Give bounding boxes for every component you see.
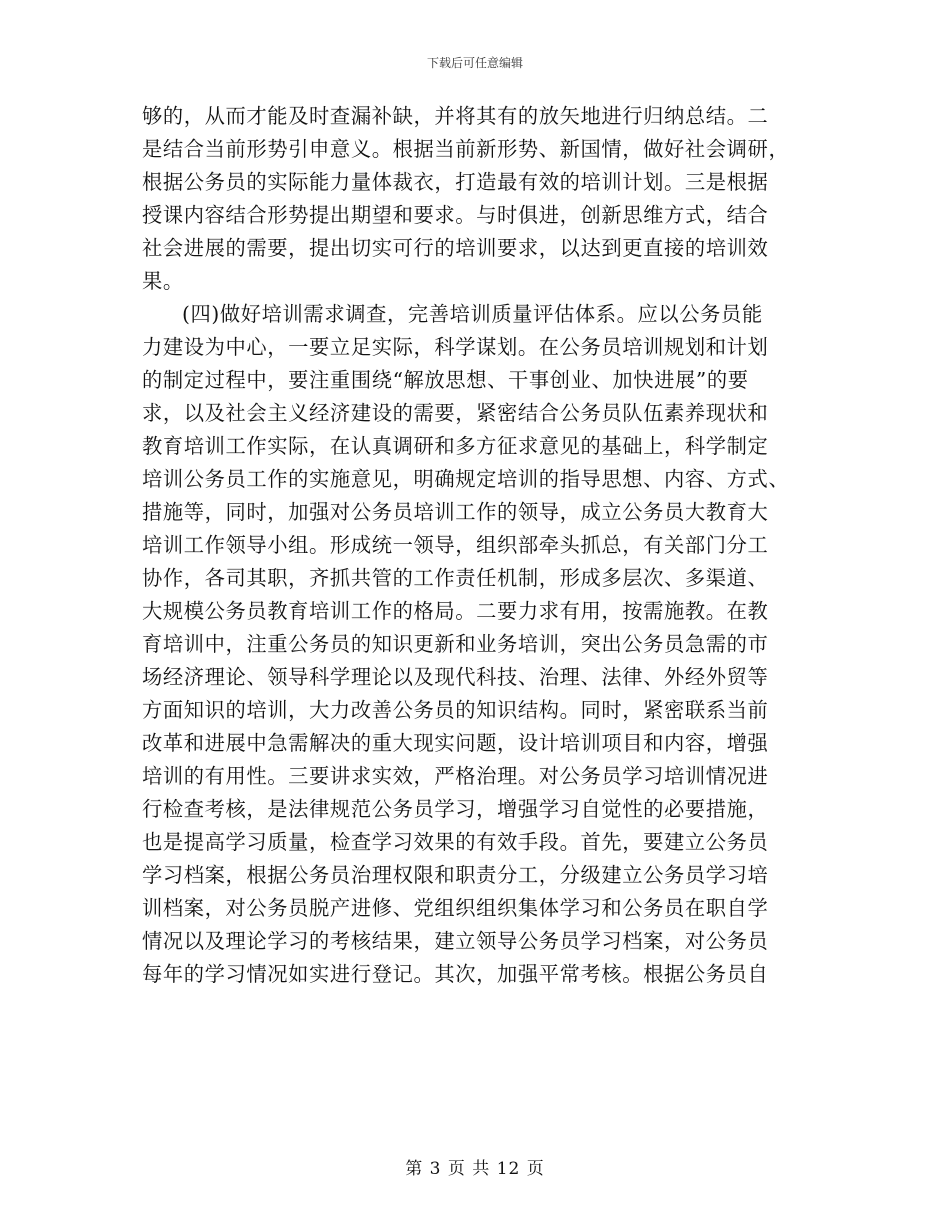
text-line: 是结合当前形势引申意义。根据当前新形势、新国情，做好社会调研， xyxy=(142,137,790,161)
text-line: 力建设为中心，一要立足实际，科学谋划。在公务员培训规划和计划 xyxy=(142,335,769,359)
text-line: 改革和进展中急需解决的重大现实问题，设计培训项目和内容，增强 xyxy=(142,731,769,755)
document-body xyxy=(142,100,812,991)
page-number-footer: 第 3 页 共 12 页 xyxy=(405,1159,545,1179)
text-line: 训档案，对公务员脱产进修、党组织组织集体学习和公务员在职自学 xyxy=(142,896,769,920)
text-line: 的制定过程中，要注重围绕“解放思想、干事创业、加快进展”的要 xyxy=(142,368,749,392)
text-line: 培训工作领导小组。形成统一领导，组织部牵头抓总，有关部门分工 xyxy=(142,533,769,557)
paragraph-heading-line: (四)做好培训需求调查，完善培训质量评估体系。应以公务员能 xyxy=(182,302,763,326)
text-line: 方面知识的培训，大力改善公务员的知识结构。同时，紧密联系当前 xyxy=(142,698,769,722)
text-line: 大规模公务员教育培训工作的格局。二要力求有用，按需施教。在教 xyxy=(142,599,769,623)
text-line: 情况以及理论学习的考核结果，建立领导公务员学习档案，对公务员 xyxy=(142,929,769,953)
text-line: 求，以及社会主义经济建设的需要，紧密结合公务员队伍素养现状和 xyxy=(142,401,769,425)
text-line: 果。 xyxy=(142,269,184,293)
text-line: 协作，各司其职，齐抓共管的工作责任机制，形成多层次、多渠道、 xyxy=(142,566,769,590)
text-line: 社会进展的需要，提出切实可行的培训要求，以达到更直接的培训效 xyxy=(142,236,769,260)
text-line: 也是提高学习质量，检查学习效果的有效手段。首先，要建立公务员 xyxy=(142,830,769,854)
page-header-note: 下载后可任意编辑 xyxy=(426,56,523,70)
text-line: 够的，从而才能及时查漏补缺，并将其有的放矢地进行归纳总结。二 xyxy=(142,104,769,128)
text-line: 学习档案，根据公务员治理权限和职责分工，分级建立公务员学习培 xyxy=(142,863,769,887)
text-line: 培训公务员工作的实施意见，明确规定培训的指导思想、内容、方式、 xyxy=(142,467,790,491)
text-line: 场经济理论、领导科学理论以及现代科技、治理、法律、外经外贸等 xyxy=(142,665,769,689)
text-line: 授课内容结合形势提出期望和要求。与时俱进，创新思维方式，结合 xyxy=(142,203,769,227)
text-line: 培训的有用性。三要讲求实效，严格治理。对公务员学习培训情况进 xyxy=(142,764,769,788)
text-line: 每年的学习情况如实进行登记。其次，加强平常考核。根据公务员自 xyxy=(142,962,769,986)
text-line: 育培训中，注重公务员的知识更新和业务培训，突出公务员急需的市 xyxy=(142,632,769,656)
text-line: 根据公务员的实际能力量体裁衣，打造最有效的培训计划。三是根据 xyxy=(142,170,769,194)
text-line: 教育培训工作实际，在认真调研和多方征求意见的基础上，科学制定 xyxy=(142,434,769,458)
text-line: 行检查考核，是法律规范公务员学习，增强学习自觉性的必要措施， xyxy=(142,797,769,821)
text-line: 措施等，同时，加强对公务员培训工作的领导，成立公务员大教育大 xyxy=(142,500,769,524)
